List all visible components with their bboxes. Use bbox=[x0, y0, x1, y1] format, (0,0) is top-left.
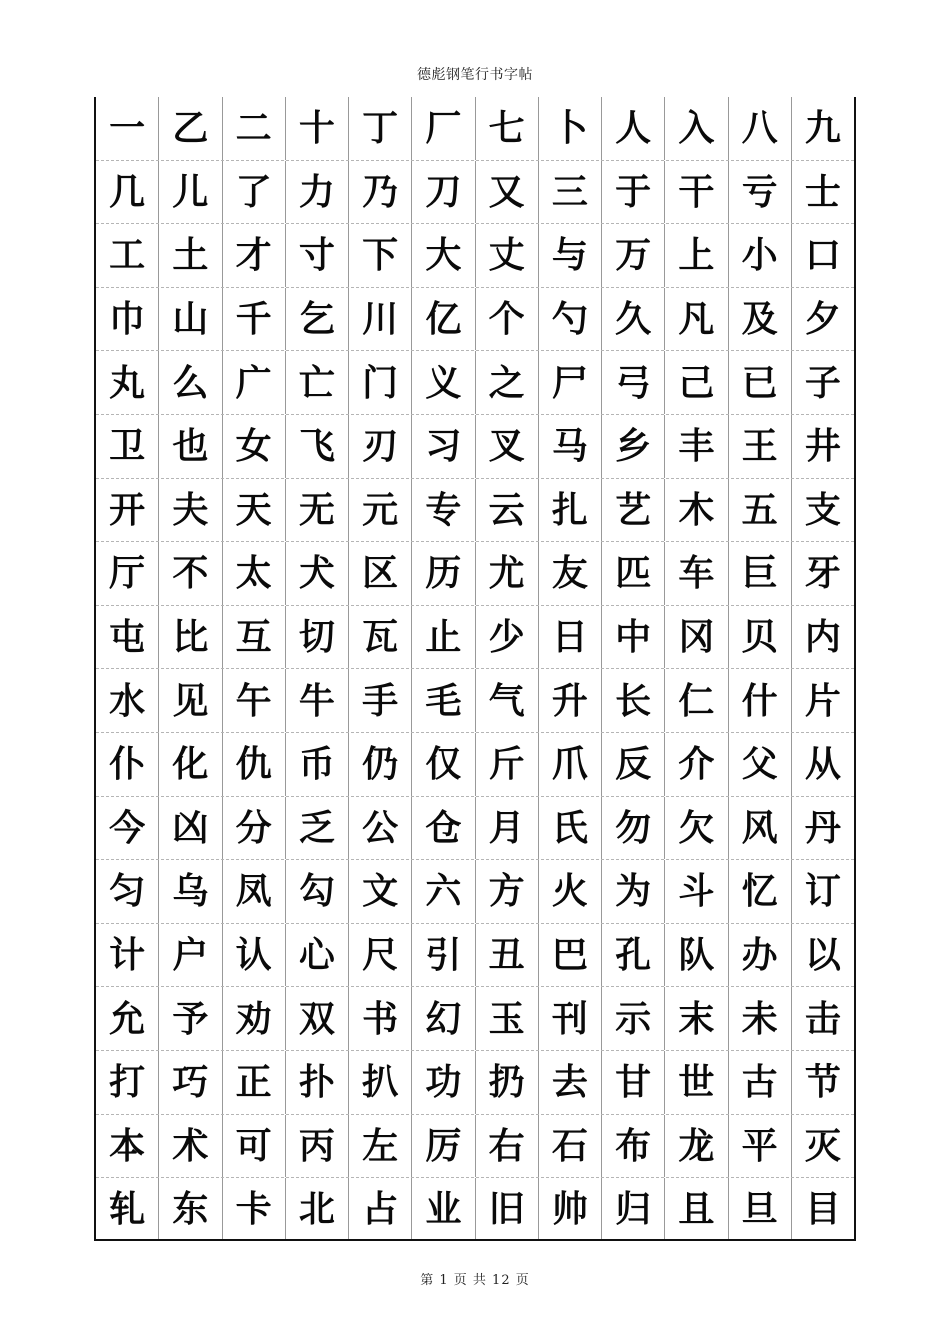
character-cell: 石 bbox=[539, 1115, 602, 1178]
character-cell: 反 bbox=[602, 733, 665, 796]
character-cell: 夕 bbox=[804, 298, 841, 341]
character-row bbox=[96, 924, 854, 988]
character-row bbox=[96, 797, 854, 861]
character-cell: 女 bbox=[223, 415, 286, 478]
character-cell: 门 bbox=[349, 351, 412, 414]
character-cell: 卡 bbox=[223, 1178, 286, 1241]
character-row bbox=[96, 860, 854, 924]
character-cell: 劝 bbox=[223, 987, 286, 1050]
character-cell: 乃 bbox=[349, 161, 412, 224]
character-cell: 么 bbox=[159, 351, 222, 414]
character-cell: 艺 bbox=[602, 479, 665, 542]
character-cell: 下 bbox=[349, 224, 412, 287]
character-cell: 平 bbox=[729, 1115, 792, 1178]
character-cell: 计 bbox=[96, 924, 159, 987]
character-cell: 广 bbox=[223, 351, 286, 414]
character-cell: 午 bbox=[223, 669, 286, 732]
character-cell: 队 bbox=[665, 924, 728, 987]
character-cell: 玉 bbox=[476, 987, 539, 1050]
character-cell: 毛 bbox=[412, 669, 475, 732]
character-cell: 风 bbox=[729, 797, 792, 860]
character-row bbox=[96, 542, 854, 606]
character-cell: 介 bbox=[665, 733, 728, 796]
character-cell: 今 bbox=[96, 797, 159, 860]
character-cell: 七 bbox=[476, 97, 539, 160]
character-cell: 扑 bbox=[286, 1051, 349, 1114]
character-cell: 扎 bbox=[539, 479, 602, 542]
character-cell: 几 bbox=[96, 161, 159, 224]
character-cell: 正 bbox=[223, 1051, 286, 1114]
character-cell: 牙 bbox=[804, 552, 841, 595]
character-cell: 一 bbox=[96, 97, 159, 160]
character-cell: 大 bbox=[412, 224, 475, 287]
character-cell: 斤 bbox=[476, 733, 539, 796]
character-cell: 士 bbox=[804, 170, 841, 213]
character-cell: 入 bbox=[665, 97, 728, 160]
character-cell: 叉 bbox=[476, 415, 539, 478]
character-cell: 区 bbox=[349, 542, 412, 605]
character-cell: 户 bbox=[159, 924, 222, 987]
character-cell: 仅 bbox=[412, 733, 475, 796]
character-cell: 功 bbox=[412, 1051, 475, 1114]
character-cell: 丈 bbox=[476, 224, 539, 287]
character-cell: 心 bbox=[286, 924, 349, 987]
character-cell: 之 bbox=[476, 351, 539, 414]
character-cell: 示 bbox=[602, 987, 665, 1050]
character-cell: 右 bbox=[476, 1115, 539, 1178]
character-cell: 扔 bbox=[476, 1051, 539, 1114]
character-cell: 斗 bbox=[665, 860, 728, 923]
character-cell: 尸 bbox=[539, 351, 602, 414]
character-cell: 个 bbox=[476, 288, 539, 351]
character-cell: 尤 bbox=[476, 542, 539, 605]
character-cell: 卫 bbox=[96, 415, 159, 478]
character-cell: 古 bbox=[729, 1051, 792, 1114]
character-cell: 凡 bbox=[665, 288, 728, 351]
character-cell: 已 bbox=[729, 351, 792, 414]
character-cell: 左 bbox=[349, 1115, 412, 1178]
character-cell: 子 bbox=[804, 361, 841, 404]
character-cell: 乌 bbox=[159, 860, 222, 923]
character-cell: 东 bbox=[159, 1178, 222, 1241]
character-cell: 刃 bbox=[349, 415, 412, 478]
character-cell: 勾 bbox=[286, 860, 349, 923]
character-cell: 旦 bbox=[729, 1178, 792, 1241]
character-row bbox=[96, 97, 854, 161]
character-cell: 巧 bbox=[159, 1051, 222, 1114]
character-row bbox=[96, 1178, 854, 1241]
character-cell: 仇 bbox=[223, 733, 286, 796]
character-row bbox=[96, 1051, 854, 1115]
character-cell: 屯 bbox=[96, 606, 159, 669]
character-cell: 上 bbox=[665, 224, 728, 287]
character-cell: 龙 bbox=[665, 1115, 728, 1178]
character-cell: 二 bbox=[223, 97, 286, 160]
character-cell: 订 bbox=[804, 870, 841, 913]
character-cell: 勿 bbox=[602, 797, 665, 860]
character-cell: 孔 bbox=[602, 924, 665, 987]
character-cell: 乡 bbox=[602, 415, 665, 478]
character-cell: 马 bbox=[539, 415, 602, 478]
character-cell: 匀 bbox=[96, 860, 159, 923]
character-cell: 仁 bbox=[665, 669, 728, 732]
character-cell: 刊 bbox=[539, 987, 602, 1050]
character-cell: 六 bbox=[412, 860, 475, 923]
character-cell: 口 bbox=[804, 234, 841, 277]
character-cell: 仆 bbox=[96, 733, 159, 796]
character-cell: 开 bbox=[96, 479, 159, 542]
character-cell: 幻 bbox=[412, 987, 475, 1050]
character-cell: 气 bbox=[476, 669, 539, 732]
character-cell: 片 bbox=[804, 679, 841, 722]
character-cell: 术 bbox=[159, 1115, 222, 1178]
character-cell: 予 bbox=[159, 987, 222, 1050]
character-cell: 亡 bbox=[286, 351, 349, 414]
character-cell: 井 bbox=[804, 425, 841, 468]
character-cell: 本 bbox=[96, 1115, 159, 1178]
character-cell: 厂 bbox=[412, 97, 475, 160]
character-cell: 三 bbox=[539, 161, 602, 224]
character-row bbox=[96, 733, 854, 797]
character-cell: 元 bbox=[349, 479, 412, 542]
character-cell: 月 bbox=[476, 797, 539, 860]
character-cell: 丁 bbox=[349, 97, 412, 160]
character-cell: 认 bbox=[223, 924, 286, 987]
character-cell: 力 bbox=[286, 161, 349, 224]
character-cell: 打 bbox=[96, 1051, 159, 1114]
character-cell: 文 bbox=[349, 860, 412, 923]
character-cell: 升 bbox=[539, 669, 602, 732]
character-cell: 专 bbox=[412, 479, 475, 542]
character-cell: 支 bbox=[804, 488, 841, 531]
character-row bbox=[96, 1115, 854, 1179]
character-cell: 乞 bbox=[286, 288, 349, 351]
character-cell: 水 bbox=[96, 669, 159, 732]
character-cell: 且 bbox=[665, 1178, 728, 1241]
character-cell: 长 bbox=[602, 669, 665, 732]
character-cell: 冈 bbox=[665, 606, 728, 669]
character-cell: 牛 bbox=[286, 669, 349, 732]
character-cell: 引 bbox=[412, 924, 475, 987]
character-cell: 手 bbox=[349, 669, 412, 732]
character-cell: 北 bbox=[286, 1178, 349, 1241]
character-cell: 归 bbox=[602, 1178, 665, 1241]
character-cell: 忆 bbox=[729, 860, 792, 923]
character-cell: 乏 bbox=[286, 797, 349, 860]
character-cell: 击 bbox=[804, 997, 841, 1040]
character-cell: 厉 bbox=[412, 1115, 475, 1178]
character-cell: 帅 bbox=[539, 1178, 602, 1241]
character-cell: 火 bbox=[539, 860, 602, 923]
character-cell: 儿 bbox=[159, 161, 222, 224]
character-cell: 尺 bbox=[349, 924, 412, 987]
character-cell: 己 bbox=[665, 351, 728, 414]
character-cell: 又 bbox=[476, 161, 539, 224]
character-cell: 父 bbox=[729, 733, 792, 796]
page-number-footer: 第 1 页 共 12 页 bbox=[420, 1273, 530, 1288]
character-cell: 车 bbox=[665, 542, 728, 605]
character-cell: 未 bbox=[729, 987, 792, 1050]
character-cell: 凶 bbox=[159, 797, 222, 860]
character-cell: 九 bbox=[804, 107, 841, 150]
character-cell: 节 bbox=[804, 1061, 841, 1104]
character-cell: 灭 bbox=[804, 1124, 841, 1167]
character-cell: 方 bbox=[476, 860, 539, 923]
character-cell: 太 bbox=[223, 542, 286, 605]
character-cell: 千 bbox=[223, 288, 286, 351]
character-cell: 仍 bbox=[349, 733, 412, 796]
character-cell: 飞 bbox=[286, 415, 349, 478]
character-row bbox=[96, 606, 854, 670]
character-cell: 丙 bbox=[286, 1115, 349, 1178]
character-cell: 历 bbox=[412, 542, 475, 605]
character-cell: 以 bbox=[804, 934, 841, 977]
character-cell: 干 bbox=[665, 161, 728, 224]
character-cell: 为 bbox=[602, 860, 665, 923]
character-cell: 旧 bbox=[476, 1178, 539, 1241]
character-cell: 丸 bbox=[96, 351, 159, 414]
character-cell: 欠 bbox=[665, 797, 728, 860]
character-cell: 十 bbox=[286, 97, 349, 160]
character-cell: 凤 bbox=[223, 860, 286, 923]
character-cell: 可 bbox=[223, 1115, 286, 1178]
character-cell: 川 bbox=[349, 288, 412, 351]
character-cell: 夫 bbox=[159, 479, 222, 542]
character-cell: 占 bbox=[349, 1178, 412, 1241]
character-cell: 犬 bbox=[286, 542, 349, 605]
character-cell: 乙 bbox=[159, 97, 222, 160]
character-cell: 久 bbox=[602, 288, 665, 351]
character-cell: 才 bbox=[223, 224, 286, 287]
character-cell: 刀 bbox=[412, 161, 475, 224]
character-cell: 办 bbox=[729, 924, 792, 987]
character-cell: 亿 bbox=[412, 288, 475, 351]
character-cell: 人 bbox=[602, 97, 665, 160]
character-cell: 巴 bbox=[539, 924, 602, 987]
character-cell: 丹 bbox=[804, 806, 841, 849]
character-cell: 止 bbox=[412, 606, 475, 669]
character-row bbox=[96, 415, 854, 479]
character-cell: 切 bbox=[286, 606, 349, 669]
character-cell: 双 bbox=[286, 987, 349, 1050]
character-cell: 互 bbox=[223, 606, 286, 669]
character-cell: 无 bbox=[286, 479, 349, 542]
character-cell: 勺 bbox=[539, 288, 602, 351]
character-cell: 公 bbox=[349, 797, 412, 860]
character-cell: 甘 bbox=[602, 1051, 665, 1114]
character-cell: 也 bbox=[159, 415, 222, 478]
character-cell: 亏 bbox=[729, 161, 792, 224]
character-cell: 币 bbox=[286, 733, 349, 796]
character-cell: 允 bbox=[96, 987, 159, 1050]
character-cell: 目 bbox=[804, 1188, 841, 1231]
character-cell: 八 bbox=[729, 97, 792, 160]
character-cell: 少 bbox=[476, 606, 539, 669]
character-cell: 中 bbox=[602, 606, 665, 669]
character-cell: 山 bbox=[159, 288, 222, 351]
character-cell: 寸 bbox=[286, 224, 349, 287]
character-cell: 王 bbox=[729, 415, 792, 478]
character-cell: 卜 bbox=[539, 97, 602, 160]
character-cell: 天 bbox=[223, 479, 286, 542]
character-cell: 云 bbox=[476, 479, 539, 542]
character-cell: 厅 bbox=[96, 542, 159, 605]
character-cell: 业 bbox=[412, 1178, 475, 1241]
character-cell: 世 bbox=[665, 1051, 728, 1114]
character-cell: 与 bbox=[539, 224, 602, 287]
character-cell: 及 bbox=[729, 288, 792, 351]
character-cell: 从 bbox=[804, 743, 841, 786]
character-cell: 内 bbox=[804, 616, 841, 659]
page-header-title: 德彪钢笔行书字帖 bbox=[417, 67, 533, 83]
character-row bbox=[96, 224, 854, 288]
character-cell: 末 bbox=[665, 987, 728, 1050]
character-cell: 巾 bbox=[96, 288, 159, 351]
character-cell: 小 bbox=[729, 224, 792, 287]
character-row bbox=[96, 161, 854, 225]
character-cell: 布 bbox=[602, 1115, 665, 1178]
character-cell: 见 bbox=[159, 669, 222, 732]
character-cell: 土 bbox=[159, 224, 222, 287]
character-cell: 巨 bbox=[729, 542, 792, 605]
character-row bbox=[96, 669, 854, 733]
character-cell: 五 bbox=[729, 479, 792, 542]
character-cell: 爪 bbox=[539, 733, 602, 796]
character-cell: 木 bbox=[665, 479, 728, 542]
character-cell: 贝 bbox=[729, 606, 792, 669]
character-cell: 仓 bbox=[412, 797, 475, 860]
character-cell: 义 bbox=[412, 351, 475, 414]
character-cell: 丑 bbox=[476, 924, 539, 987]
character-cell: 万 bbox=[602, 224, 665, 287]
character-cell: 书 bbox=[349, 987, 412, 1050]
character-cell: 氏 bbox=[539, 797, 602, 860]
character-cell: 比 bbox=[159, 606, 222, 669]
character-cell: 了 bbox=[223, 161, 286, 224]
character-cell: 日 bbox=[539, 606, 602, 669]
character-cell: 弓 bbox=[602, 351, 665, 414]
character-cell: 什 bbox=[729, 669, 792, 732]
character-cell: 丰 bbox=[665, 415, 728, 478]
character-cell: 轧 bbox=[96, 1178, 159, 1241]
character-cell: 瓦 bbox=[349, 606, 412, 669]
character-cell: 匹 bbox=[602, 542, 665, 605]
character-cell: 化 bbox=[159, 733, 222, 796]
character-cell: 扒 bbox=[349, 1051, 412, 1114]
character-cell: 不 bbox=[159, 542, 222, 605]
character-row bbox=[96, 479, 854, 543]
character-cell: 友 bbox=[539, 542, 602, 605]
character-row bbox=[96, 987, 854, 1051]
character-cell: 分 bbox=[223, 797, 286, 860]
character-row bbox=[96, 351, 854, 415]
character-cell: 于 bbox=[602, 161, 665, 224]
character-grid bbox=[94, 97, 856, 1241]
character-cell: 工 bbox=[96, 224, 159, 287]
character-cell: 习 bbox=[412, 415, 475, 478]
character-cell: 去 bbox=[539, 1051, 602, 1114]
character-row bbox=[96, 288, 854, 352]
